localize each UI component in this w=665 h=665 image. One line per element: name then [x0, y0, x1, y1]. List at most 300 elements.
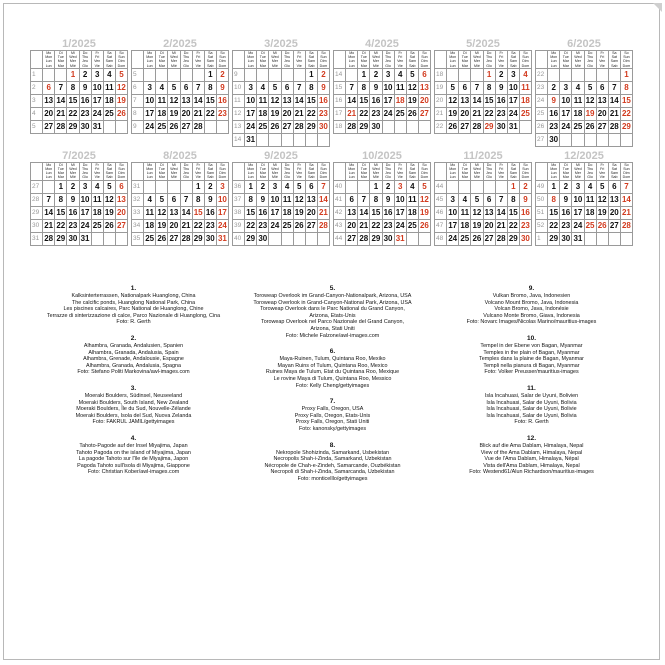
day-cell: 11: [145, 208, 154, 218]
week-row: [233, 133, 330, 146]
day-cell: 25: [282, 221, 292, 231]
day-cell: 12: [585, 96, 595, 106]
weekday-abbrev: Fr: [95, 51, 99, 55]
photo-caption: [34, 385, 233, 426]
day-cell: 5: [418, 180, 430, 193]
weekday-abbrev: Thu: [586, 167, 594, 172]
day-cell: 14: [621, 195, 631, 205]
day-cell: 9: [495, 81, 507, 94]
day-cell: 6: [115, 180, 127, 193]
weekday-abbrev: Vie: [498, 63, 504, 68]
weekday-abbrev: Sa: [208, 51, 213, 55]
day-cell: 17: [508, 96, 518, 106]
weekday-abbrev: Dim: [219, 59, 226, 64]
weekday-abbrev: Ven: [397, 171, 404, 176]
day-cell: 20: [306, 208, 316, 218]
day-cell: 14: [56, 96, 66, 106]
day-cell: 9: [519, 193, 531, 206]
weekday-abbrev: Thu: [81, 55, 89, 60]
weekday-label: [572, 51, 584, 69]
week-number: 21: [435, 107, 447, 120]
day-cell: 9: [560, 193, 572, 206]
weekday-abbrev: Mer: [574, 59, 582, 64]
weekday-abbrev: Sun: [118, 167, 125, 172]
day-cell: [418, 120, 430, 133]
weekday-label: [115, 51, 127, 69]
weekday-abbrev: Jeu: [183, 59, 189, 64]
caption-line: Foto: monticelllo/gettyimages: [297, 475, 368, 482]
weekday-label: [67, 51, 79, 69]
week-number: 23: [536, 81, 548, 94]
week-number: 46: [435, 206, 447, 219]
day-cell: 24: [92, 109, 102, 119]
weekday-abbrev: Thu: [384, 55, 392, 60]
caption-line: Kalksinterterrassen, Nationalpark Huanglong, China: [71, 293, 196, 299]
weekday-label: [370, 162, 382, 180]
day-cell: 25: [573, 122, 583, 132]
day-cell: 13: [169, 208, 179, 218]
week-row: [233, 193, 330, 206]
week-number: 51: [536, 206, 548, 219]
day-cell: [269, 133, 281, 146]
day-cell: 31: [395, 234, 405, 244]
weekday-abbrev: Mon: [247, 55, 255, 60]
day-cell: 21: [193, 109, 203, 119]
day-cell: 11: [460, 208, 470, 218]
week-number: 33: [132, 206, 144, 219]
page-corner-fold: [653, 3, 662, 12]
weekday-abbrev: Sa: [511, 51, 516, 55]
weekday-abbrev: Lun: [247, 175, 254, 180]
month-title: 12/2025: [564, 149, 604, 162]
weekday-abbrev: Mer: [69, 59, 77, 64]
weekday-abbrev: Sun: [421, 55, 428, 60]
day-cell: [519, 120, 531, 133]
day-cell: 12: [169, 96, 179, 106]
weekday-abbrev: Lun: [550, 63, 557, 68]
caption-number: 5.: [329, 285, 336, 292]
weekday-abbrev: Dom: [420, 63, 429, 68]
weekday-abbrev: Lun: [348, 175, 355, 180]
day-cell: 10: [508, 83, 518, 93]
weekday-abbrev: Mon: [550, 55, 558, 60]
weekday-abbrev: Tue: [562, 55, 569, 60]
day-cell: 28: [44, 234, 54, 244]
day-cell: 3: [79, 180, 91, 193]
weekday-abbrev: So: [220, 162, 225, 167]
week-number: 30: [31, 219, 43, 232]
caption-line: View of the Ama Dablam, Himalaya, Nepal: [480, 449, 583, 456]
day-cell: 31: [80, 234, 90, 244]
weekday-abbrev: Mar: [259, 59, 266, 64]
weekday-abbrev: Sat: [409, 167, 416, 172]
week-number: 9: [233, 68, 245, 81]
day-cell: 22: [371, 221, 381, 231]
day-cell: 24: [246, 122, 256, 132]
caption-line: Isla Incahuasi, Salar de Uyuni, Bolivia: [486, 412, 577, 419]
weekday-abbrev: Sam: [105, 171, 113, 176]
day-cell: 13: [347, 208, 357, 218]
caption-line: Nekropole Shohizinda, Samarkand, Usbekistan: [276, 449, 389, 456]
day-cell: 13: [306, 195, 316, 205]
day-cell: [103, 120, 115, 133]
weekday-label: [103, 51, 115, 69]
caption-line: Necropolis Shah-i-Zinda, Samarkand, Uzbekistan: [273, 456, 392, 463]
weekday-abbrev: Gio: [183, 63, 189, 68]
weekday-abbrev: Sat: [611, 167, 618, 172]
week-number: 41: [334, 193, 346, 206]
weekday-abbrev: Vie: [397, 175, 403, 180]
weekday-label: [79, 162, 91, 180]
week-number: 4: [31, 107, 43, 120]
weekday-abbrev: Fri: [398, 55, 403, 60]
weekday-label: [471, 51, 483, 69]
day-cell: 4: [519, 68, 531, 81]
day-cell: 3: [245, 81, 257, 94]
weekday-abbrev: Mar: [57, 175, 64, 180]
day-cell: 20: [347, 221, 357, 231]
day-cell: [346, 68, 358, 81]
day-cell: 25: [407, 221, 417, 231]
day-cell: 20: [116, 208, 126, 218]
day-cell: 12: [116, 83, 126, 93]
day-cell: 15: [56, 208, 66, 218]
weekday-abbrev: Tue: [360, 167, 367, 172]
weekday-abbrev: Mi: [273, 51, 277, 55]
weekday-abbrev: Ven: [498, 59, 505, 64]
day-cell: 29: [549, 234, 559, 244]
weekday-abbrev: Mar: [158, 175, 165, 180]
day-cell: 8: [548, 193, 560, 206]
weekday-abbrev: Mer: [271, 171, 279, 176]
day-cell: 17: [561, 109, 571, 119]
weekday-abbrev: Lun: [348, 63, 355, 68]
weekday-abbrev: Mi: [71, 51, 75, 55]
day-cell: 14: [496, 208, 506, 218]
week-number: 16: [334, 94, 346, 107]
day-cell: 29: [508, 234, 518, 244]
week-number: 32: [132, 193, 144, 206]
weekday-abbrev: Ven: [498, 171, 505, 176]
caption-line: Volcano Mount Bromo, Java, Indonesia: [484, 299, 579, 306]
day-cell: 16: [68, 208, 78, 218]
weekday-abbrev: So: [422, 51, 427, 55]
week-row: [233, 120, 330, 133]
weekday-abbrev: Gio: [486, 175, 492, 180]
day-cell: 21: [359, 221, 369, 231]
weekday-label: [346, 51, 358, 69]
day-cell: 20: [181, 109, 191, 119]
week-row: [536, 193, 633, 206]
day-cell: 28: [56, 122, 66, 132]
caption-number: 11.: [527, 384, 536, 392]
weekday-abbrev: Mon: [45, 167, 53, 172]
weekday-abbrev: Sab: [106, 175, 113, 180]
weekday-abbrev: Dom: [117, 63, 126, 68]
day-cell: 16: [80, 96, 90, 106]
month-title: 2/2025: [163, 38, 197, 50]
day-cell: 30: [520, 234, 530, 244]
weekday-abbrev: Vie: [397, 63, 403, 68]
weekday-abbrev: Mié: [474, 175, 480, 180]
day-cell: 11: [408, 195, 417, 205]
day-cell: [293, 232, 305, 245]
weekday-label: [43, 162, 55, 180]
month-table: [30, 162, 128, 246]
caption-line: Mayan Ruins of Tulum, Quintana Roo, Mexico: [277, 362, 388, 369]
weekday-abbrev: Wed: [271, 167, 279, 172]
day-cell: 30: [496, 122, 506, 132]
month-calendar: [131, 150, 229, 246]
weekday-abbrev: Fri: [297, 55, 302, 60]
weekday-abbrev: Mo: [147, 162, 153, 167]
day-cell: [584, 133, 596, 146]
day-cell: [281, 232, 293, 245]
day-cell: 26: [157, 234, 167, 244]
weekday-abbrev: Gio: [284, 175, 290, 180]
day-cell: 11: [258, 96, 268, 106]
month-calendar: [131, 38, 229, 147]
weekday-abbrev: Mo: [46, 51, 52, 55]
photo-caption: [432, 335, 631, 376]
day-cell: 4: [103, 68, 115, 81]
weekday-abbrev: Lun: [449, 171, 456, 176]
weekday-abbrev: Mié: [575, 63, 581, 68]
week-number: 26: [536, 120, 548, 133]
caption-line: Alhambra, Granada, Andalusia, Spagna: [86, 362, 181, 369]
week-row: [536, 94, 633, 107]
week-number: 24: [536, 94, 548, 107]
caption-line: Vulcano Monte Bromo, Giava, Indonesia: [483, 312, 580, 319]
day-cell: 3: [382, 68, 394, 81]
caption-line: Toroweap Overlook im Grand-Canyon-Nationalpark, Arizona, USA: [253, 293, 412, 299]
caption-line: Templi nella pianura di Bagan, Myanmar: [483, 362, 580, 369]
day-cell: [305, 133, 317, 146]
weekday-abbrev: Fri: [196, 167, 201, 172]
photo-caption: [432, 285, 631, 326]
weekday-abbrev: Dim: [118, 171, 125, 176]
week-number: 52: [536, 219, 548, 232]
day-cell: 28: [472, 122, 482, 132]
day-cell: 3: [507, 68, 519, 81]
week-row: [536, 107, 633, 120]
day-cell: 3: [144, 81, 156, 94]
day-cell: 17: [246, 109, 256, 119]
day-cell: 14: [44, 208, 54, 218]
day-cell: 19: [270, 109, 280, 119]
day-cell: 27: [347, 234, 357, 244]
weekday-label: [358, 51, 370, 69]
day-cell: 21: [609, 109, 619, 119]
day-cell: 13: [484, 208, 494, 218]
day-cell: [281, 68, 293, 81]
month-title: 10/2025: [362, 149, 402, 162]
day-cell: 29: [193, 234, 203, 244]
day-cell: 19: [597, 208, 607, 218]
weekday-abbrev: Vie: [599, 175, 605, 180]
week-row: [334, 68, 431, 81]
weekday-abbrev: Mar: [562, 175, 569, 180]
day-cell: 8: [620, 81, 632, 94]
week-row: [132, 94, 229, 107]
day-cell: 23: [318, 109, 328, 119]
caption-line: Pagoda Tahoto sull'isola di Miyajima, Giappone: [77, 462, 190, 469]
month-table: [535, 50, 633, 147]
day-cell: 24: [508, 109, 518, 119]
weekday-abbrev: Sam: [105, 59, 113, 64]
day-cell: 1: [358, 68, 370, 81]
day-cell: 27: [282, 122, 292, 132]
day-cell: 9: [548, 94, 560, 107]
weekday-abbrev: Fri: [600, 167, 605, 172]
day-cell: 11: [585, 195, 595, 205]
photo-caption: [233, 348, 432, 389]
weekday-abbrev: Mer: [271, 59, 279, 64]
week-row: [435, 180, 532, 193]
day-cell: 20: [597, 109, 607, 119]
day-cell: 24: [217, 221, 227, 231]
day-cell: 16: [318, 96, 328, 106]
day-cell: 5: [156, 193, 168, 206]
month-title: 1/2025: [62, 38, 96, 50]
weekday-label: [608, 162, 620, 180]
week-number: 34: [132, 219, 144, 232]
weekday-label: [91, 162, 103, 180]
day-cell: 8: [55, 193, 67, 206]
weekday-abbrev: Jeu: [82, 171, 88, 176]
weekday-abbrev: Lun: [247, 59, 254, 64]
caption-number: 3.: [130, 384, 137, 392]
weekday-abbrev: Mer: [372, 59, 380, 64]
day-cell: [156, 68, 168, 81]
week-row: [435, 94, 532, 107]
day-cell: 6: [608, 180, 620, 193]
day-cell: 5: [269, 81, 281, 94]
weekday-label: [156, 51, 168, 69]
caption-number: 9.: [528, 285, 535, 292]
day-cell: 9: [257, 193, 269, 206]
day-cell: 8: [358, 81, 370, 94]
caption-line: Temples dans la plaine de Bagan, Myanmar: [479, 356, 584, 363]
weekday-abbrev: Sam: [509, 171, 517, 176]
day-cell: 18: [520, 96, 530, 106]
week-row: [536, 68, 633, 81]
weekday-abbrev: Tue: [259, 167, 266, 172]
day-cell: 10: [80, 195, 90, 205]
day-cell: 6: [459, 81, 471, 94]
day-cell: 2: [257, 180, 269, 193]
weekday-abbrev: Fr: [499, 51, 503, 55]
day-cell: [168, 180, 180, 193]
day-cell: 5: [293, 180, 305, 193]
weekday-abbrev: Do: [284, 51, 290, 55]
week-number: 22: [536, 68, 548, 81]
day-cell: 6: [305, 180, 317, 193]
week-number: 7: [132, 94, 144, 107]
weekday-abbrev: Jeu: [284, 59, 290, 64]
day-cell: [346, 180, 358, 193]
day-cell: 4: [394, 68, 406, 81]
weekday-abbrev: Gio: [82, 175, 88, 180]
day-cell: 1: [67, 68, 79, 81]
day-cell: 24: [448, 234, 458, 244]
week-row: [334, 94, 431, 107]
weekday-abbrev: Sab: [611, 175, 618, 180]
week-row: [334, 107, 431, 120]
year-calendar: [30, 38, 636, 249]
week-number-header: [132, 51, 144, 69]
weekday-abbrev: Do: [587, 162, 593, 167]
weekday-abbrev: Sam: [509, 59, 517, 64]
weekday-label: [55, 162, 67, 180]
week-number: 2: [31, 81, 43, 94]
weekday-label: [382, 51, 394, 69]
day-cell: 12: [472, 208, 482, 218]
weekday-label: [204, 51, 216, 69]
weekday-abbrev: Do: [385, 51, 391, 55]
weekday-abbrev: Dom: [521, 175, 530, 180]
weekday-abbrev: Ven: [599, 59, 606, 64]
weekday-header: [233, 162, 330, 180]
day-cell: [144, 68, 156, 81]
weekday-abbrev: Vie: [195, 175, 201, 180]
weekday-abbrev: Dom: [420, 175, 429, 180]
week-row: [334, 120, 431, 133]
day-cell: [596, 68, 608, 81]
day-cell: 16: [205, 208, 215, 218]
weekday-label: [507, 51, 519, 69]
weekday-label: [144, 162, 156, 180]
caption-line: Vista dell'Ama Dablam, Himalaya, Nepal: [483, 462, 580, 469]
weekday-abbrev: Mi: [374, 162, 378, 167]
week-number: 8: [132, 107, 144, 120]
weekday-abbrev: Dim: [522, 171, 529, 176]
week-row: [233, 206, 330, 219]
day-cell: 3: [269, 180, 281, 193]
week-number: 43: [334, 219, 346, 232]
day-cell: 18: [157, 109, 167, 119]
weekday-abbrev: Mer: [473, 171, 481, 176]
weekday-abbrev: Mar: [461, 63, 468, 68]
weekday-abbrev: Gio: [284, 63, 290, 68]
day-cell: 18: [92, 208, 102, 218]
week-row: [31, 94, 128, 107]
day-cell: 16: [496, 96, 506, 106]
weekday-label: [245, 51, 257, 69]
day-cell: 11: [395, 83, 405, 93]
weekday-abbrev: Sun: [623, 55, 630, 60]
month-table: [535, 162, 633, 246]
day-cell: 27: [419, 109, 429, 119]
weekday-abbrev: Sat: [207, 55, 214, 60]
day-cell: 23: [549, 122, 559, 132]
week-number: 20: [435, 94, 447, 107]
day-cell: 24: [270, 221, 280, 231]
caption-line: Moeraki Boulders, South Island, New Zealand: [78, 399, 189, 406]
day-cell: 11: [105, 83, 114, 93]
day-cell: 28: [359, 234, 369, 244]
day-cell: 20: [282, 109, 292, 119]
weekday-label: [79, 51, 91, 69]
caption-number: 1.: [130, 285, 137, 292]
day-cell: 10: [92, 83, 102, 93]
weekday-abbrev: So: [422, 162, 427, 167]
day-cell: 17: [395, 208, 405, 218]
weekday-abbrev: Sab: [510, 63, 517, 68]
weekday-abbrev: Mié: [474, 63, 480, 68]
day-cell: 13: [609, 195, 619, 205]
day-cell: 23: [383, 221, 393, 231]
